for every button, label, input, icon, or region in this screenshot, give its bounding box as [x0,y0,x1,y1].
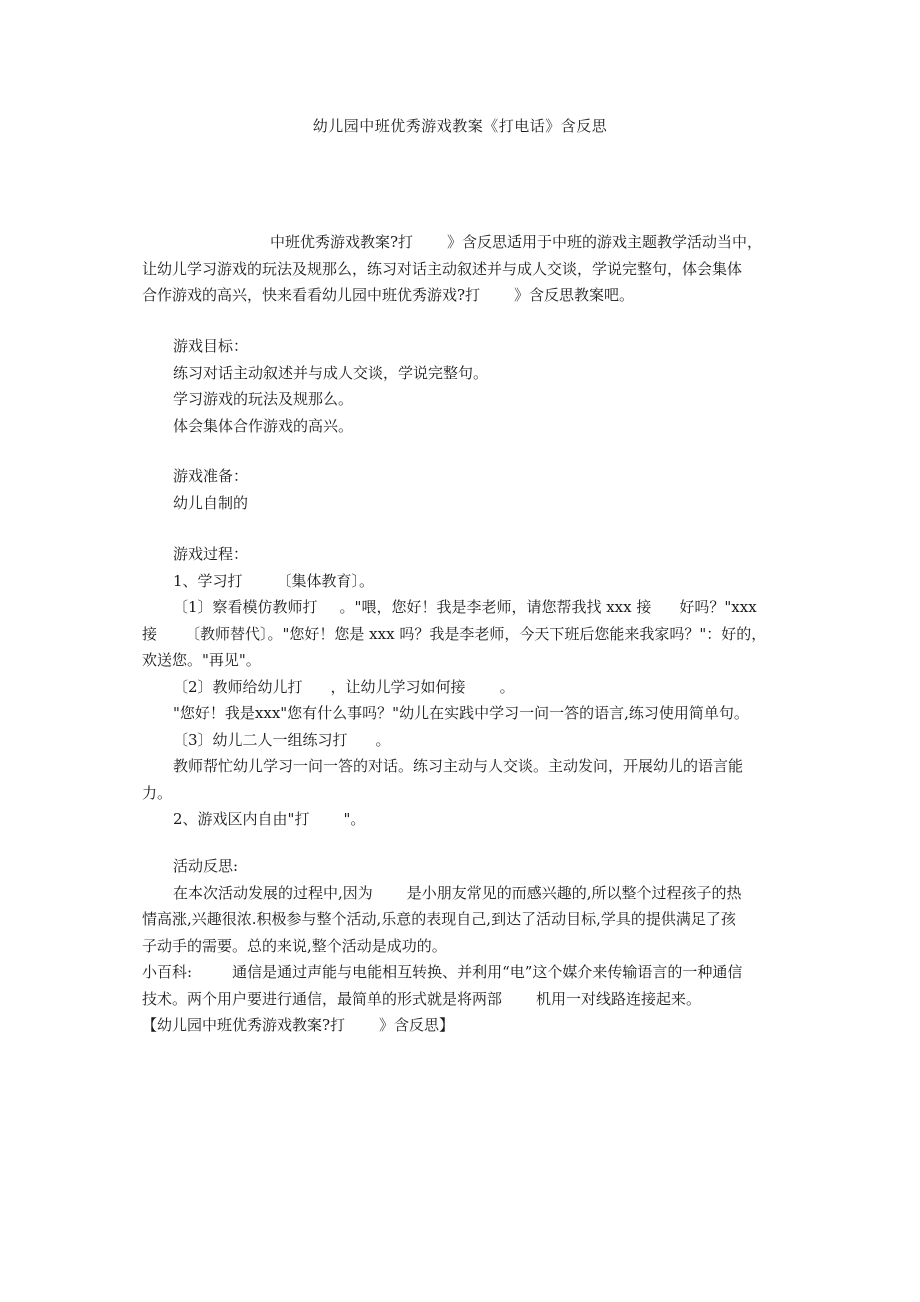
goal-item: 练习对话主动叙述并与成人交谈，学说完整句。 [173,363,489,382]
footer-title: 【幼儿园中班优秀游戏教案?打 》含反思】 [142,1016,455,1034]
intro-line-3: 合作游戏的高兴，快来看看幼儿园中班优秀游戏?打 》含反思教案吧。 [142,286,635,304]
step-1-3-text-2: 力。 [142,783,173,802]
reflection-section [142,853,782,1039]
goals-section [142,333,782,439]
reflection-line-1: 在本次活动发展的过程中,因为 是小朋友常见的而感兴趣的,所以整个过程孩子的热 [173,883,742,902]
step-1-3-text: 教师帮忙幼儿学习一问一答的对话。练习主动与人交谈。主动发问，开展幼儿的语言能 [173,757,744,775]
goals-heading: 游戏目标： [173,337,249,355]
intro-line-2: 让幼儿学习游戏的玩法及规那么，练习对话主动叙述并与成人交谈，学说完整句，体会集体 [142,259,743,278]
goal-item: 体会集体合作游戏的高兴。 [173,416,354,435]
step-1-1-line-3: 欢送您。"再见"。 [142,651,261,669]
wiki-line-1: 小百科: 通信是通过声能与电能相互转换、并利用“电”这个媒介来传输语言的一种通信 [142,963,743,981]
wiki-label: 小百科: [142,963,193,981]
step-1-heading: 1、学习打 〔集体教育〕。 [173,571,375,590]
step-1-3-line: 〔3〕幼儿二人一组练习打 。 [173,730,391,749]
step-1-1-line-2: 接 〔教师替代〕。"您好！您是 xxx 吗？我是李老师，今天下班后您能来我家吗？"：好的， [142,624,767,643]
step-1-2-line: 〔2〕教师给幼儿打 ，让幼儿学习如何接 。 [173,677,515,696]
intro-paragraph [142,229,782,309]
reflection-heading: 活动反思: [173,857,239,875]
document-title: 幼儿园中班优秀游戏教案《打电话》含反思 [312,117,608,135]
goal-item: 学习游戏的玩法及规那么。 [173,390,354,408]
intro-line-1: 中班优秀游戏教案?打 》含反思适用于中班的游戏主题教学活动当中， [270,233,763,251]
process-heading: 游戏过程： [173,545,249,563]
step-1-2-quote: "您好！我是xxx"您有什么事吗？"幼儿在实践中学习一问一答的语言,练习使用简单句。 [173,704,749,722]
process-section [142,541,782,833]
prep-heading: 游戏准备： [173,467,249,485]
reflection-line-2: 情高涨,兴趣很浓.积极参与整个活动,乐意的表现自己,到达了活动目标,学具的提供满足了孩 [142,910,736,928]
prep-section [142,463,782,516]
prep-text: 幼儿自制的 [173,493,249,512]
step-1-1-line-1: 〔1〕察看模仿教师打 。"喂，您好！我是李老师，请您帮我找 xxx 接 好吗？"xxx [173,598,757,616]
wiki-line-2: 技术。两个用户要进行通信，最简单的形式就是将两部 机用一对线路连接起来。 [142,989,702,1008]
reflection-line-3: 子动手的需要。总的来说,整个活动是成功的。 [142,936,447,955]
step-2-line: 2、游戏区内自由"打 "。 [173,810,366,828]
